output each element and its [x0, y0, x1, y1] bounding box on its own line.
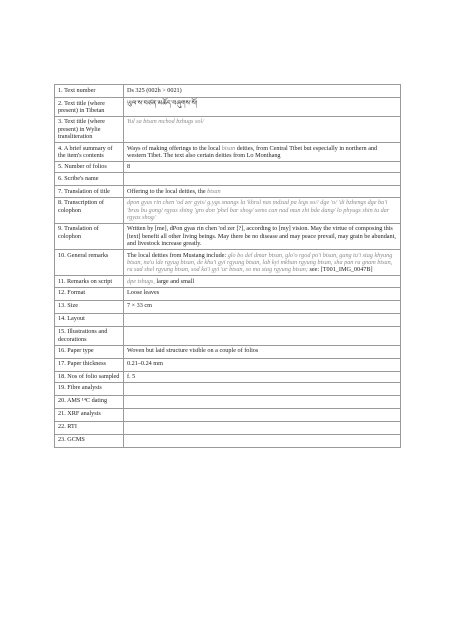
- table-row: [55, 116, 401, 142]
- summary-value: [124, 143, 401, 162]
- row-label: 21. XRF analysis: [55, 408, 124, 421]
- table-row: [55, 300, 401, 313]
- table-row: [55, 382, 401, 395]
- table-row: [55, 421, 401, 434]
- row-label: 2. Text title (where present) in Tibetan: [55, 98, 124, 117]
- script-term: dpe tshugs,: [127, 277, 155, 285]
- row-value: 8: [124, 161, 401, 172]
- metadata-table: [54, 84, 401, 448]
- table-row: [55, 85, 401, 98]
- table-row: [55, 173, 401, 186]
- table-row: [55, 313, 401, 326]
- table-row: [55, 197, 401, 223]
- row-value: Woven but laid structure visible on a couple of folios: [124, 345, 401, 358]
- row-value: [124, 326, 401, 345]
- row-value: [124, 434, 401, 447]
- row-value: Ds 325 (002h > 0021): [124, 85, 401, 98]
- table-row: [55, 98, 401, 117]
- row-label: 19. Fibre analysis: [55, 382, 124, 395]
- row-label: 18. Nos of folio sampled: [55, 371, 124, 382]
- table-row: [55, 358, 401, 371]
- row-label: 22. RTI: [55, 421, 124, 434]
- table-row: [55, 276, 401, 287]
- row-value: 0.21–0.24 mm: [124, 358, 401, 371]
- row-label: 11. Remarks on script: [55, 276, 124, 287]
- table-row: [55, 371, 401, 382]
- table-row: [55, 143, 401, 162]
- colophon-translation: Written by [me], dPon gyas rin chen 'od zer [?], according to [my] vision. May the virtue of composing this [text] benefit all other living beings. May there be no disease and may peace prevail, may grain be abundant, and livestock increase greatly.: [124, 223, 401, 249]
- colophon-transcription: dpon gyas rin chen 'od zer gyis/ g.ygs snangs la 'khrul nas mdzad pa legs so// dge 'o/ 'di bzhengs dge ba'i 'bras bu gong/ rgyas shing 'gro don 'phel bar shog/ sems can nad mun zhi bde dang/ lo phyugs shin tu dar rgyas shog/: [124, 197, 401, 223]
- row-label: 8. Transcription of colophon: [55, 197, 124, 223]
- title-translation-text: Offering to the local deities, the: [127, 187, 208, 195]
- row-label: 17. Paper thickness: [55, 358, 124, 371]
- row-label: 7. Translation of title: [55, 186, 124, 197]
- table-row: [55, 326, 401, 345]
- summary-text-b: deities, from Central Tibet but especially in northern and western Tibet. The text also certain deities from Lo Monthang: [127, 144, 378, 159]
- remarks-text-a: The local deities from Mustang include:: [127, 251, 228, 259]
- remarks-deity-list: glo bo del dmar btsan, glo'o rgod po'i btsan, gang tu'i stag khyung btsan, na'u lde rgyug btsan, de khu'i gyi rgyung btsan, lab kyi mkhan rgyung btsan, sha pan ra gnam btsan, ru sad shel rgyung btsan, sod ka'i gyi 'ur btsan, so ma stag rgyung btsan;: [127, 251, 393, 274]
- script-remarks-value: [124, 276, 401, 287]
- row-label: 12. Format: [55, 287, 124, 300]
- title-translation-term: btsan: [207, 187, 221, 195]
- summary-term: btsan: [221, 144, 236, 152]
- row-label: 1. Text number: [55, 85, 124, 98]
- remarks-text-b: see: [T001_IMG_0047B]: [307, 266, 373, 274]
- table-row: [55, 408, 401, 421]
- row-value: [124, 408, 401, 421]
- table-row: [55, 434, 401, 447]
- row-value: 7 × 33 cm: [124, 300, 401, 313]
- table-row: [55, 250, 401, 276]
- row-label: 6. Scribe's name: [55, 173, 124, 186]
- script-text-b: large and small: [154, 277, 195, 285]
- row-value: [124, 173, 401, 186]
- table-row: [55, 395, 401, 408]
- row-label: 4. A brief summary of the item's contents: [55, 143, 124, 162]
- summary-text-a: Ways of making offerings to the local: [127, 144, 222, 152]
- table-row: [55, 223, 401, 249]
- row-label: 3. Text title (where present) in Wylie transliteration: [55, 116, 124, 142]
- row-value: [124, 313, 401, 326]
- row-label: 15. Illustrations and decorations: [55, 326, 124, 345]
- table-row: [55, 287, 401, 300]
- row-value: f. 5: [124, 371, 401, 382]
- general-remarks-value: [124, 250, 401, 276]
- row-value: [124, 382, 401, 395]
- row-value: [124, 421, 401, 434]
- row-label: 9. Translation of colophon: [55, 223, 124, 249]
- table-row: [55, 345, 401, 358]
- row-label: 14. Layout: [55, 313, 124, 326]
- table-row: [55, 161, 401, 172]
- row-label: 13. Size: [55, 300, 124, 313]
- row-label: 23. GCMS: [55, 434, 124, 447]
- tibetan-title: ཡུལ་ས་བཙན་མཆོད་བཞུགས་སོ།: [124, 98, 401, 117]
- row-label: 20. AMS ¹⁴C dating: [55, 395, 124, 408]
- row-value: Loose leaves: [124, 287, 401, 300]
- wylie-title: Yul sa btsan mchod bzhugs sol/: [124, 116, 401, 142]
- row-label: 10. General remarks: [55, 250, 124, 276]
- row-value: [124, 395, 401, 408]
- table-row: [55, 186, 401, 197]
- row-label: 5. Number of folios: [55, 161, 124, 172]
- row-label: 16. Paper type: [55, 345, 124, 358]
- title-translation-value: [124, 186, 401, 197]
